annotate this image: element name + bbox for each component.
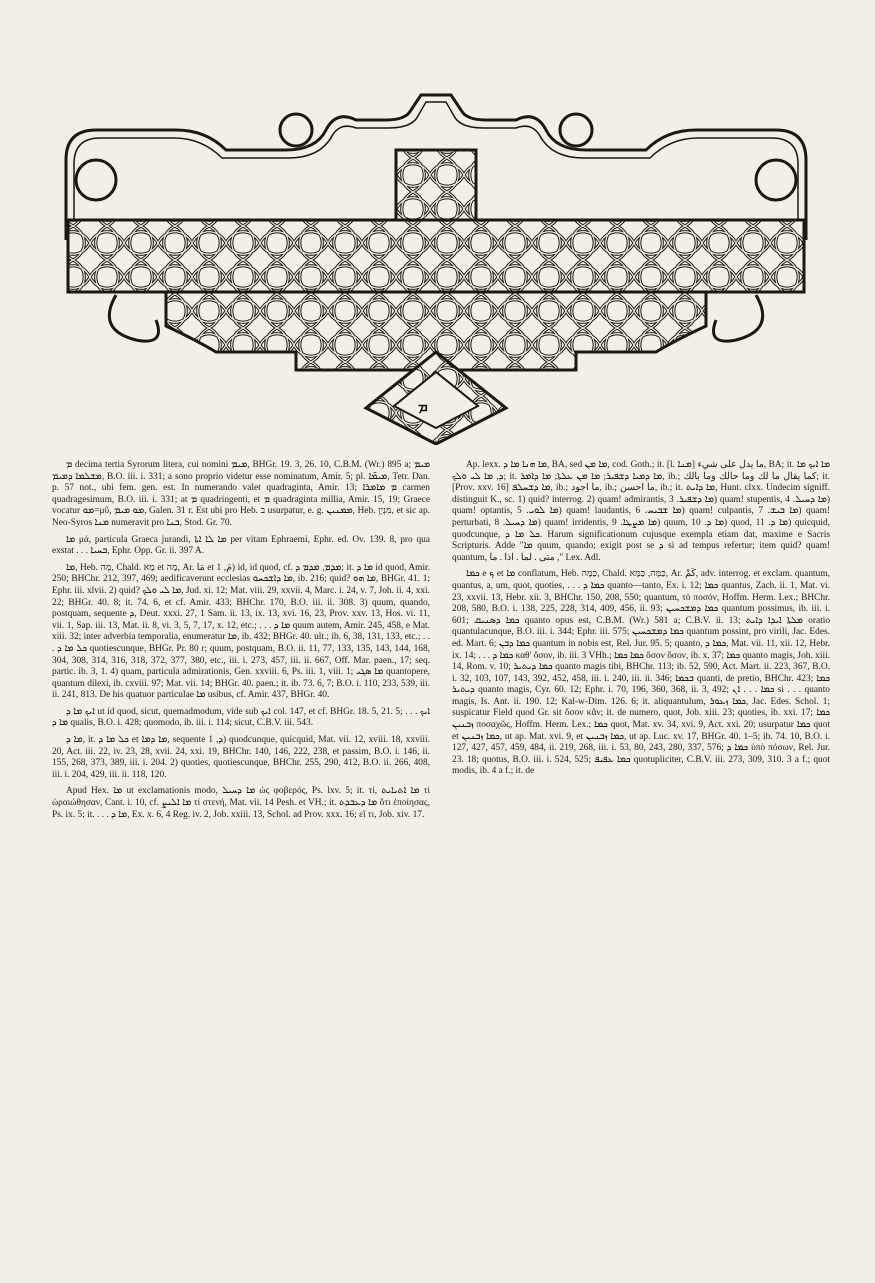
left-column — [52, 460, 430, 826]
entry-paragraph: ܐܝܟ ܡܐ ܕ ut id quod, sicut, quemadmodum, vide sub ܐܝܟ col. 147, et cf. BHGr. 18. 5, 21. 5; . . . ܐܝܟ ܡܐ ܕ qualis, B.O. i. 428; quomodo, ib. iii. i. 114; sicut, C.B.V. iii. 543. — [52, 706, 430, 729]
entry-paragraph: Apud Hex. ܡܐ ut exclamationis modo, ܡܐ ܕܚܝܠ ὡς φοβερός, Ps. lxv. 5; it. τί, ܡܐ ܐܬܝܐܝܬ τί ὡραιώθησαν, Cant. i. 10, cf. ܡܐ ܐܠܝܨ τί στενή, Mat. vii. 14 Pesh. et VH.; it. ܡܐ ܕܥܒܕܬ ὅτι ἐποίησας, Ps. ix. 5; it. . . . ܡܐ ܕ, Ex. x. 6, 4 Reg. iv. 2, Job. xxiii. 13, Schol. ad Prov. xxx. 16; εἴ τι, Job. xiv. 17. — [52, 786, 431, 820]
entry-paragraph: ܡܐ, Heb. מָה, Chald. מָא et מָה, Ar. مَا et مَ, 1) id, id quod, cf. ܡܕܡ, ܡܕܡ ܕ; it. ܡܐ ܕ id quod, Amir. 250; BHChr. 212, 397, 469; aedificaverunt ecclesias ܡܐ ܕܐܫܟܚܘ, ib. 216; quid? ܡܐ ܗܘ, BHGr. 41. 1; Ephr. iii. xlvii. 2) quid? ܡܐ ܠܝ ܘܠܟ, Jud. xi. 12; Mat. viii. 29, xxvii. 4, Marc. i. 24, v. 7, Joh. ii. 4, xxi. 22; BHGr. 40. 8; it. 74. 6, et cf. Amir. 433; BHChr. 170, B.O. iii. ii. 308. 3) quum, quando, postquam, sequente ܕ, Deut. xxxi. 27, 1 Sam. ii. 13, ix. 13, xvi. 16, 23, Prov. xxv. 13, Hos. vi. 11, vii. 1, Sap. iii. 13, Mat. ii. 8, vi. 3, 5, 7, 17, x. 12, etc.; . . . ܡܐ ܕ quum autem, Amir. 245, 458, e Mat. xiii. 32; inter adverbia temporalia, enumeratur ܡܐ, ib. 432; BHGr. 40. ult.; ib. 6, 38, 131, 133, etc.; . . . ܟܠ ܡܐ ܕ quotiescunque, BHGr. Pr. 80 r; quum, postquam, B.O. ii. 11, 77, 133, 135, 143, 144, 168, 304, 308, 314, 316, 318, 372, 377, 380, etc., iii. i. 273, 457, iii. ii. 667, Off. Mar. paen., 17; seq. partic. ib. 3, 1. 4) quam, particula admirationis, Gen. xxviii. 6, Ps. iii. 1, viii. 1; ܡܐ ܣܓܝ quantopere, quantum dilexi, ib. cxviii. 97; Mat. vii. 14; BHGr. 40. paen.; it. ib. 73. 6, 7; B.O. i. 110, 233, 539, iii. ii. 241, 813. De his quatuor particulae ܡܐ usibus, cf. Amir. 437, BHGr. 40. — [52, 562, 431, 701]
interlace-ornament — [56, 90, 816, 445]
right-column — [452, 460, 830, 783]
entry-paragraph: ܡܐ ܕ, it. ܟܠ ܡܐ ܕ et ܡܐ ܕܡܐ, sequente ܕ, 1) quodcunque, quicquid, Mat. vii. 12, xviii. 18, xxviii. 20, Act. iii. 22, iv. 23, 28, xvii. 24, xxi. 19, BHChr. 140, 146, 222, 238, et passim, B.O. i. 146, ii. 155, 268, 373, 389, iii. i. 204. 2) quoties, quotiescunque, BHChr. 255, 290, 412, B.O. ii. 266, 408, iii. i. 204, 429, iii. ii. 118, 120. — [52, 735, 430, 780]
section-letter: ܡ — [418, 399, 428, 415]
entry-paragraph: Ap. lexx. ܡܐ ܗܢܐ ܡܐ ܕ, BA, sed ܡܐ ܡܢ, cod. Goth.; it. [l. ܡܢܐ] ما يدل على شيء, BA; it. ܡܐ ܐܝܟ ܡܐ ܕ, ܡܐ ܠܝ ܘܠܟ; it. ܡܐ ܕܡܝܐ ܕܫܦܝܪ; ܡܐ ܡܢ ܥܠܬܐ; ܡܐ ܕܐܡܪ, ib.; كما يقال ما لك وما حالك وما بالك; it. [Prov. xxv. 16] ܡܐ ܕܫܚܠܦ, ib.; ما اجود, ib.; ما احسن, ib.; it. ܡܐ ܕܐܝܬ, Hunt. clxx. Undecim signiff. distinguit K., sc. 1) quid? interrog. 2) quam! admirantis, ܡܐ ܕܫܦܝܪ. 3) quam! stupentis, ܡܐ ܕܚܝܠ. 4) quam! optantis, ܡܐ ܠܘܝ. 5) quam! laudantis, ܡܐ ܫܒܝܚ. 6) quam! culpantis, ܡܐ ܒܝܫ. 7) quam! perturbati, ܡܐ ܕܚܝܠ. 8) quam! irridentis, ܡܐ ܡܨܛܐ. 9) quum, ܡܐ ܕ. 10) quod, ܡܐ ܕ. 11) quicquid, quodcunque, ܟܠ ܡܐ ܕ. Harum significationum cujusque exempla etiam dat, maxime e Sacris Scripturis. Adde "ܡܐ quum, quando; exigit post se ܕ si ad tempus refertur; item quid? quam! quantum, متى . لما . اذا . ما ," Lex. Adl. — [452, 460, 831, 563]
entry-paragraph: ܡ decima tertia Syrorum litera, cui nomini ܡܝܡ, BHGr. 19. 3, 26. 10, C.B.M. (Wr.) 895 a; ܡܝܡ ܡܫܠܡܐ ܕܡܝܡ, B.O. iii. i. 331; a sono proprio videtur esse nominatum, Amir. 5; pl. ܡܝܡ̈ܐ, Tetr. Dan. p. 57 not., ubi fem. gen. est. In numerando valet quadraginta, Amir. 13; ܡ ܡܐܡܪܐ carmen quadragesimum, B.O. iii. i. 331; at ܡ quadringenti, et ܡ quadraginta millia, Amir. 15, 19; Graece vocatur ܡܘ=μῦ, ܡܘ ܡܝܡ, Galen. 31 r. Est ubi pro Heb. ב usurpatur, e. g. ܡܡܢܝܢ, Heb. מִנְיָן, et sic ap. Neo-Syros ܡܢܐ numeravit pro ܒܢܐ, Stod. Gr. 70. — [52, 460, 430, 528]
entry-paragraph: ܡܐ μά, particula Graeca jurandi, ܡܐ ܠܐ ܐܬܐ per vitam Ephraemi, Ephr. ed. Ov. 139. 8, pro qua exstat . . . ܒܚܝܐ, Ephr. Opp. Gr. ii. 397 A. — [52, 534, 431, 557]
entry-paragraph: ܟܡܐ e ܟ et ܡܐ conflatum, Heb. כַּמָּה, Chald. כַּמָּה, כַּמָּא, Ar. كَمْ, adv. interrog. et exclam. quantum, quantus, a, um, quot, quoties, . . . ܟܡܐ ܕ quanto—tanto, Ex. i. 12; ܟܡܐ quantus, Zach. ii. 1, Mat. vi. 23, xxvii. 13, Hebr. xii. 3, BHChr. 150, 208, 550; quantum, τὸ ποσόν, Hoffm. Herm. Lex.; BHChr. 208, 580, B.O. i. 138, 225, 228, 314, 409, 456, ii. 93; ܟܡܐ ܕܡܫܟܚܝܢ quantum possimus, ib. iii. i. 601; ܟܡܐ ܕܣܢܝܩ quanto opus est, C.B.M. (Wr.) 581 a; C.B.V. ii. 13; ܡܠܬܐ ܐܝܕܐ ܕܐܝܬ oratio quantulacunque, B.O. iii. i. 344; Ephr. iii. 575; ܟܡܐ ܕܡܫܟܚܝܢ quantum possint, pro virili, Jac. Edes. ed. Mart. 6; ܟܡܐ ܕܒܢ quantum in nobis est, Rel. Jur. 95. 5; quanto, ܟܡܐ ܕ, Mat. vii. 11, xii. 12, Hebr. ix. 14; . . . ܟܡܐ ܕ καθ' ὅσον, ib. iii. 3 VHh.; ܟܡܐ ܟܡܐ ὅσον ὅσον, ib. x. 37; ܟܡܐ quanto magis, Joh. xiii. 14, Rom. v. 10; ܟܡܐ ܕܝܬܝܪ quanto magis tibi, BHChr. 113; ib. 52, 590, Act. Mart. ii. 223, 367, B.O. i. 32, 103, 107, 143, 392, 452, 458, iii. i. 240, iii. ii. 346; ܒܟܡܐ quanti, de pretio, BHChr. 423; ܟܡܐ ܕܝܬܝܪ quanto magis, Cyr. 60. 12; Ephr. i. 70, 196, 360, 368, ii. 3, 492; ܟܡܐ . . . ܐܢ si . . . quanto magis, Is. Ant. ii. 190. 12; Kal-w-Dim. 126. 6; it. aliquantulum, ܟܡܐ ܙܥܘܪ, Jac. Edes. Schol. 1; suspicatur Field quod Gr. sit ὅσον κἄν; it. de numero, quot, Job. xiii. 23; quoties, ib. xxi. 17; ܟܡܐ ܙܒܢܝܢ ποσαχῶς, Hoffm. Herm. Lex.; ܟܡܐ quot, Mat. xv. 34, xvi. 9, Act. xxi. 20; usurpatur ܟܡܐ quot et ܟܡܐ ܙܒܢܝܢ, ut ap. Mat. xvi. 9, et ܟܡܐ ܙܒܢܝܢ, ut ap. Luc. xv. 17, BHGr. 40. 1–5; ib. 74. 10, B.O. i. 127, 427, 457, 459, 484, ii. 219, 268, iii. i. 53, 80, 243, 280, 337, 576; ܟܡܐ ܕ ὑπὸ πόσων, Rel. Jur. 23. 18; quotus, B.O. iii. i. 524, 525; ܟܡܐ ܥܦܝܦ quotupliciter, C.B.V. iii. 273, 309, 310. 3 a f.; quot modis, ib. 4 a f.; it. de — [452, 569, 831, 777]
